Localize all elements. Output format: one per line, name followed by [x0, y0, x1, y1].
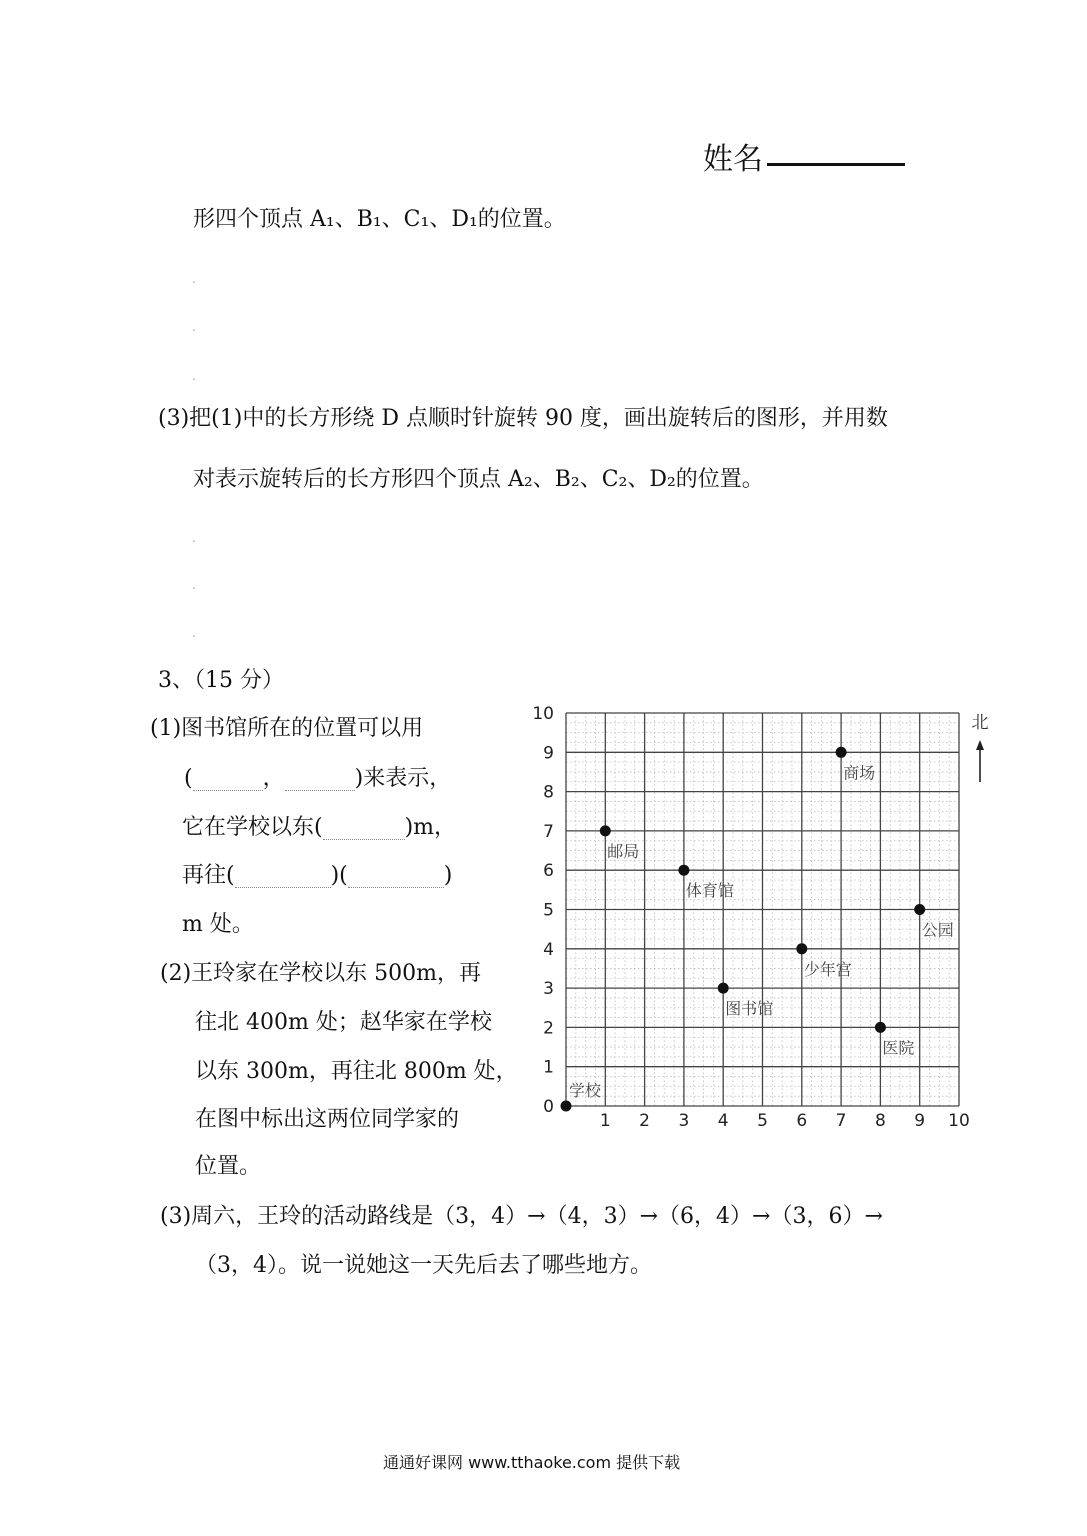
x-tick-label: 3 [678, 1111, 690, 1131]
location-label: 公园 [921, 920, 954, 940]
location-label: 体育馆 [685, 881, 734, 901]
answer-blank-x[interactable] [193, 768, 263, 791]
location-label: 学校 [569, 1081, 602, 1100]
location-label: 少年宫 [803, 959, 852, 979]
answer-space-mark: . [192, 272, 196, 286]
then-pre: 再往( [182, 863, 235, 888]
q3-title: 3、（15 分） [158, 668, 284, 693]
q2-line-prev: 形四个顶点 A₁、B₁、C₁、D₁的位置。 [193, 207, 566, 232]
location-label: 商场 [843, 763, 876, 783]
coordinate-grid-chart [520, 700, 1000, 1140]
y-tick-label: 5 [543, 900, 554, 921]
x-tick-label: 4 [717, 1111, 729, 1131]
q2-part3-line1: (3)把(1)中的长方形绕 D 点顺时针旋转 90 度，画出旋转后的图形，并用数 [158, 406, 888, 431]
q3-p2-line2: 往北 400m 处；赵华家在学校 [195, 1010, 492, 1035]
y-tick-label: 10 [532, 704, 554, 724]
paren-close-text: )来表示， [354, 766, 452, 791]
y-tick-label: 7 [543, 821, 554, 842]
x-tick-label: 1 [599, 1111, 611, 1131]
y-tick-label: 2 [543, 1018, 554, 1039]
answer-space-mark: . [192, 531, 196, 545]
y-tick-label: 8 [543, 782, 554, 803]
q3-p3-line2: （3，4）。说一说她这一天先后去了哪些地方。 [195, 1253, 652, 1278]
x-tick-label: 2 [639, 1111, 651, 1131]
q3-p1-line3 [182, 817, 456, 840]
then-mid: )( [330, 863, 348, 888]
answer-space-mark: . [192, 626, 196, 640]
name-label: 姓名 [703, 142, 763, 177]
paren-open: ( [184, 766, 193, 791]
q3-p2-line4: 在图中标出这两位同学家的 [195, 1107, 460, 1132]
q3-p3-line1: (3)周六，王玲的活动路线是（3，4）→（4，3）→（6，4）→（3，6）→ [160, 1204, 883, 1229]
north-label: 北 [971, 713, 989, 733]
x-tick-label: 8 [874, 1111, 886, 1131]
x-tick-label: 9 [914, 1111, 926, 1131]
answer-blank-y[interactable] [285, 768, 355, 791]
q3-p1-line1: (1)图书馆所在的位置可以用 [150, 716, 424, 741]
answer-blank-distance[interactable] [348, 865, 444, 888]
q2-part3-line2: 对表示旋转后的长方形四个顶点 A₂、B₂、C₂、D₂的位置。 [193, 467, 764, 492]
y-tick-label: 4 [543, 939, 554, 960]
answer-space-mark: . [192, 320, 196, 334]
x-tick-label: 6 [796, 1111, 808, 1131]
east-post: )m， [404, 815, 457, 840]
x-tick-label: 5 [757, 1111, 768, 1131]
location-point [718, 983, 729, 994]
q3-p2-line3: 以东 300m，再往北 800m 处， [195, 1059, 518, 1084]
q3-p1-line4 [182, 865, 452, 888]
location-label: 医院 [882, 1038, 915, 1058]
y-tick-label: 3 [543, 979, 554, 1000]
x-tick-label: 7 [835, 1111, 847, 1131]
location-point [796, 943, 807, 954]
east-pre: 它在学校以东( [182, 815, 323, 840]
location-point [600, 825, 611, 836]
location-label: 邮局 [607, 841, 640, 861]
q3-p2-line1: (2)王玲家在学校以东 500m，再 [160, 961, 482, 986]
location-point [836, 747, 847, 758]
answer-space-mark: . [192, 578, 196, 592]
q3-p1-line2 [184, 768, 451, 791]
location-point [875, 1022, 886, 1033]
name-blank-line[interactable] [767, 163, 905, 166]
footer-text: 通通好课网 www.tthaoke.com 提供下载 [383, 1453, 681, 1472]
answer-space-mark: . [192, 369, 196, 383]
q3-p1-line5: m 处。 [182, 912, 254, 937]
north-indicator [972, 713, 989, 782]
then-post: ) [443, 863, 453, 888]
y-tick-label: 1 [543, 1057, 554, 1078]
location-point [561, 1101, 572, 1112]
y-tick-label: 6 [543, 861, 554, 882]
location-label: 图书馆 [725, 999, 774, 1019]
y-tick-label: 0 [543, 1097, 554, 1117]
x-tick-label: 10 [948, 1111, 970, 1131]
answer-blank-direction[interactable] [235, 865, 331, 888]
q3-p2-line5: 位置。 [195, 1154, 262, 1179]
comma: ， [262, 766, 285, 791]
y-tick-label: 9 [543, 743, 554, 764]
answer-blank-east[interactable] [323, 817, 405, 840]
location-point [678, 865, 689, 876]
north-arrow-icon [976, 740, 984, 750]
location-point [914, 904, 925, 915]
